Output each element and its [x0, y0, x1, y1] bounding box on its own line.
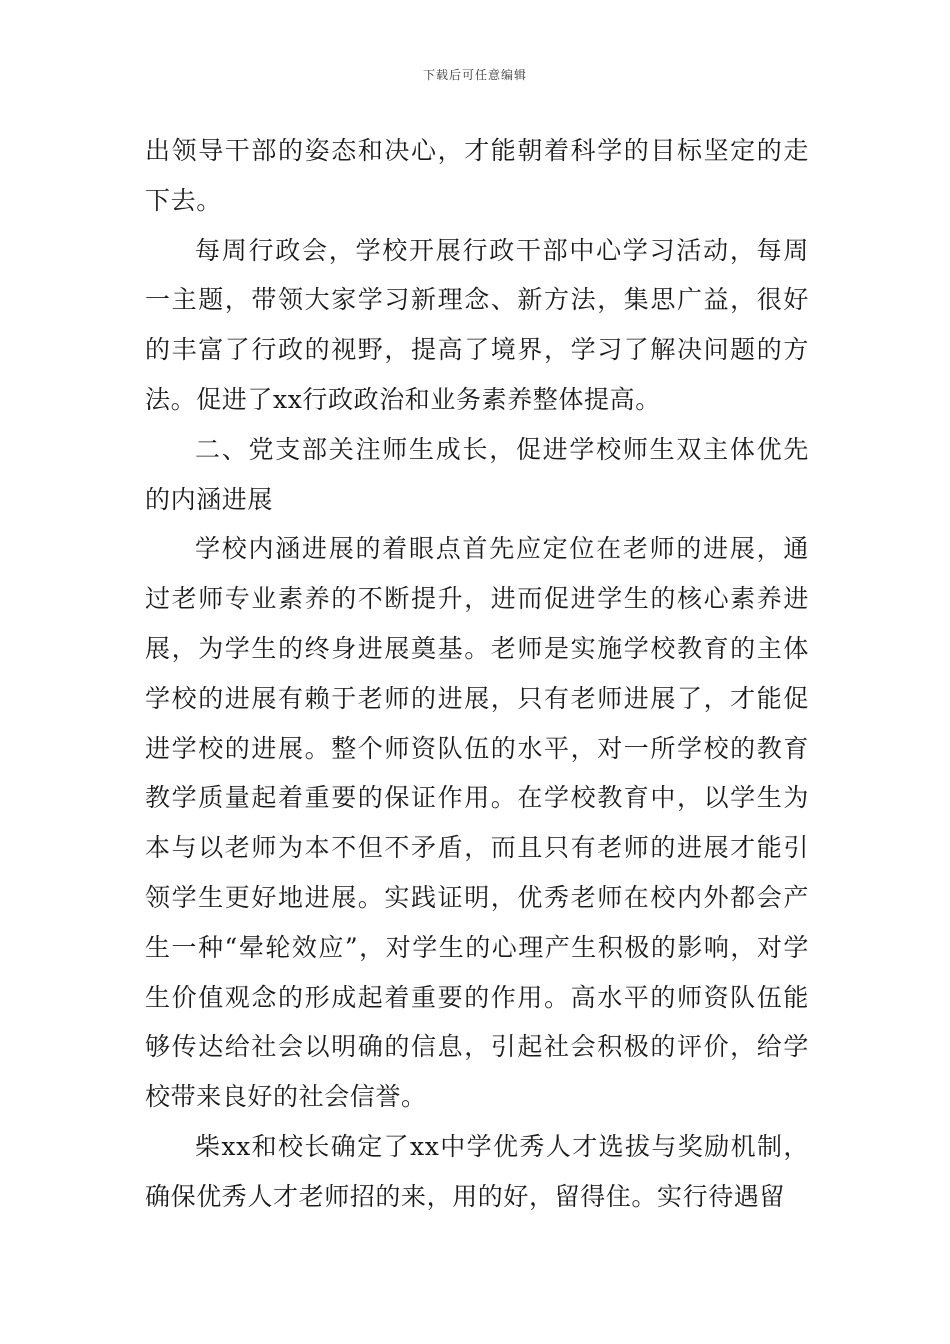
document-body [145, 126, 809, 1222]
paragraph-2: 每周行政会，学校开展行政干部中心学习活动，每周一主题，带领大家学习新理念、新方法，集思广益，很好的丰富了行政的视野，提高了境界，学习了解决问题的方法。促进了xx行政政治和业务素养整体提高。 [145, 235, 809, 414]
page-header: 下载后可任意编辑 [422, 68, 527, 82]
paragraph-1: 出领导干部的姿态和决心，才能朝着科学的目标坚定的走下去。 [145, 136, 809, 215]
paragraph-3: 学校内涵进展的着眼点首先应定位在老师的进展，通过老师专业素养的不断提升，进而促进学生的核心素养进展，为学生的终身进展奠基。老师是实施学校教育的主体学校的进展有赖于老师的进展，只有老师进展了，才能促进学校的进展。整个师资队伍的水平，对一所学校的教育教学质量起着重要的保证作用。在学校教育中，以学生为本与以老师为本不但不矛盾，而且只有老师的进展才能引领学生更好地进展。实践证明，优秀老师在校内外都会产生一种“晕轮效应”，对学生的心理产生积极的影响，对学生价值观念的形成起着重要的作用。高水平的师资队伍能够传达给社会以明确的信息，引起社会积极的评价，给学校带来良好的社会信誉。 [145, 534, 809, 1112]
section-heading-2: 二、党支部关注师生成长，促进学校师生双主体优先的内涵进展 [145, 434, 809, 514]
paragraph-4: 柴xx和校长确定了xx中学优秀人才选拔与奖励机制，确保优秀人才老师招的来，用的好，留得住。实行待遇留 [145, 1131, 809, 1211]
